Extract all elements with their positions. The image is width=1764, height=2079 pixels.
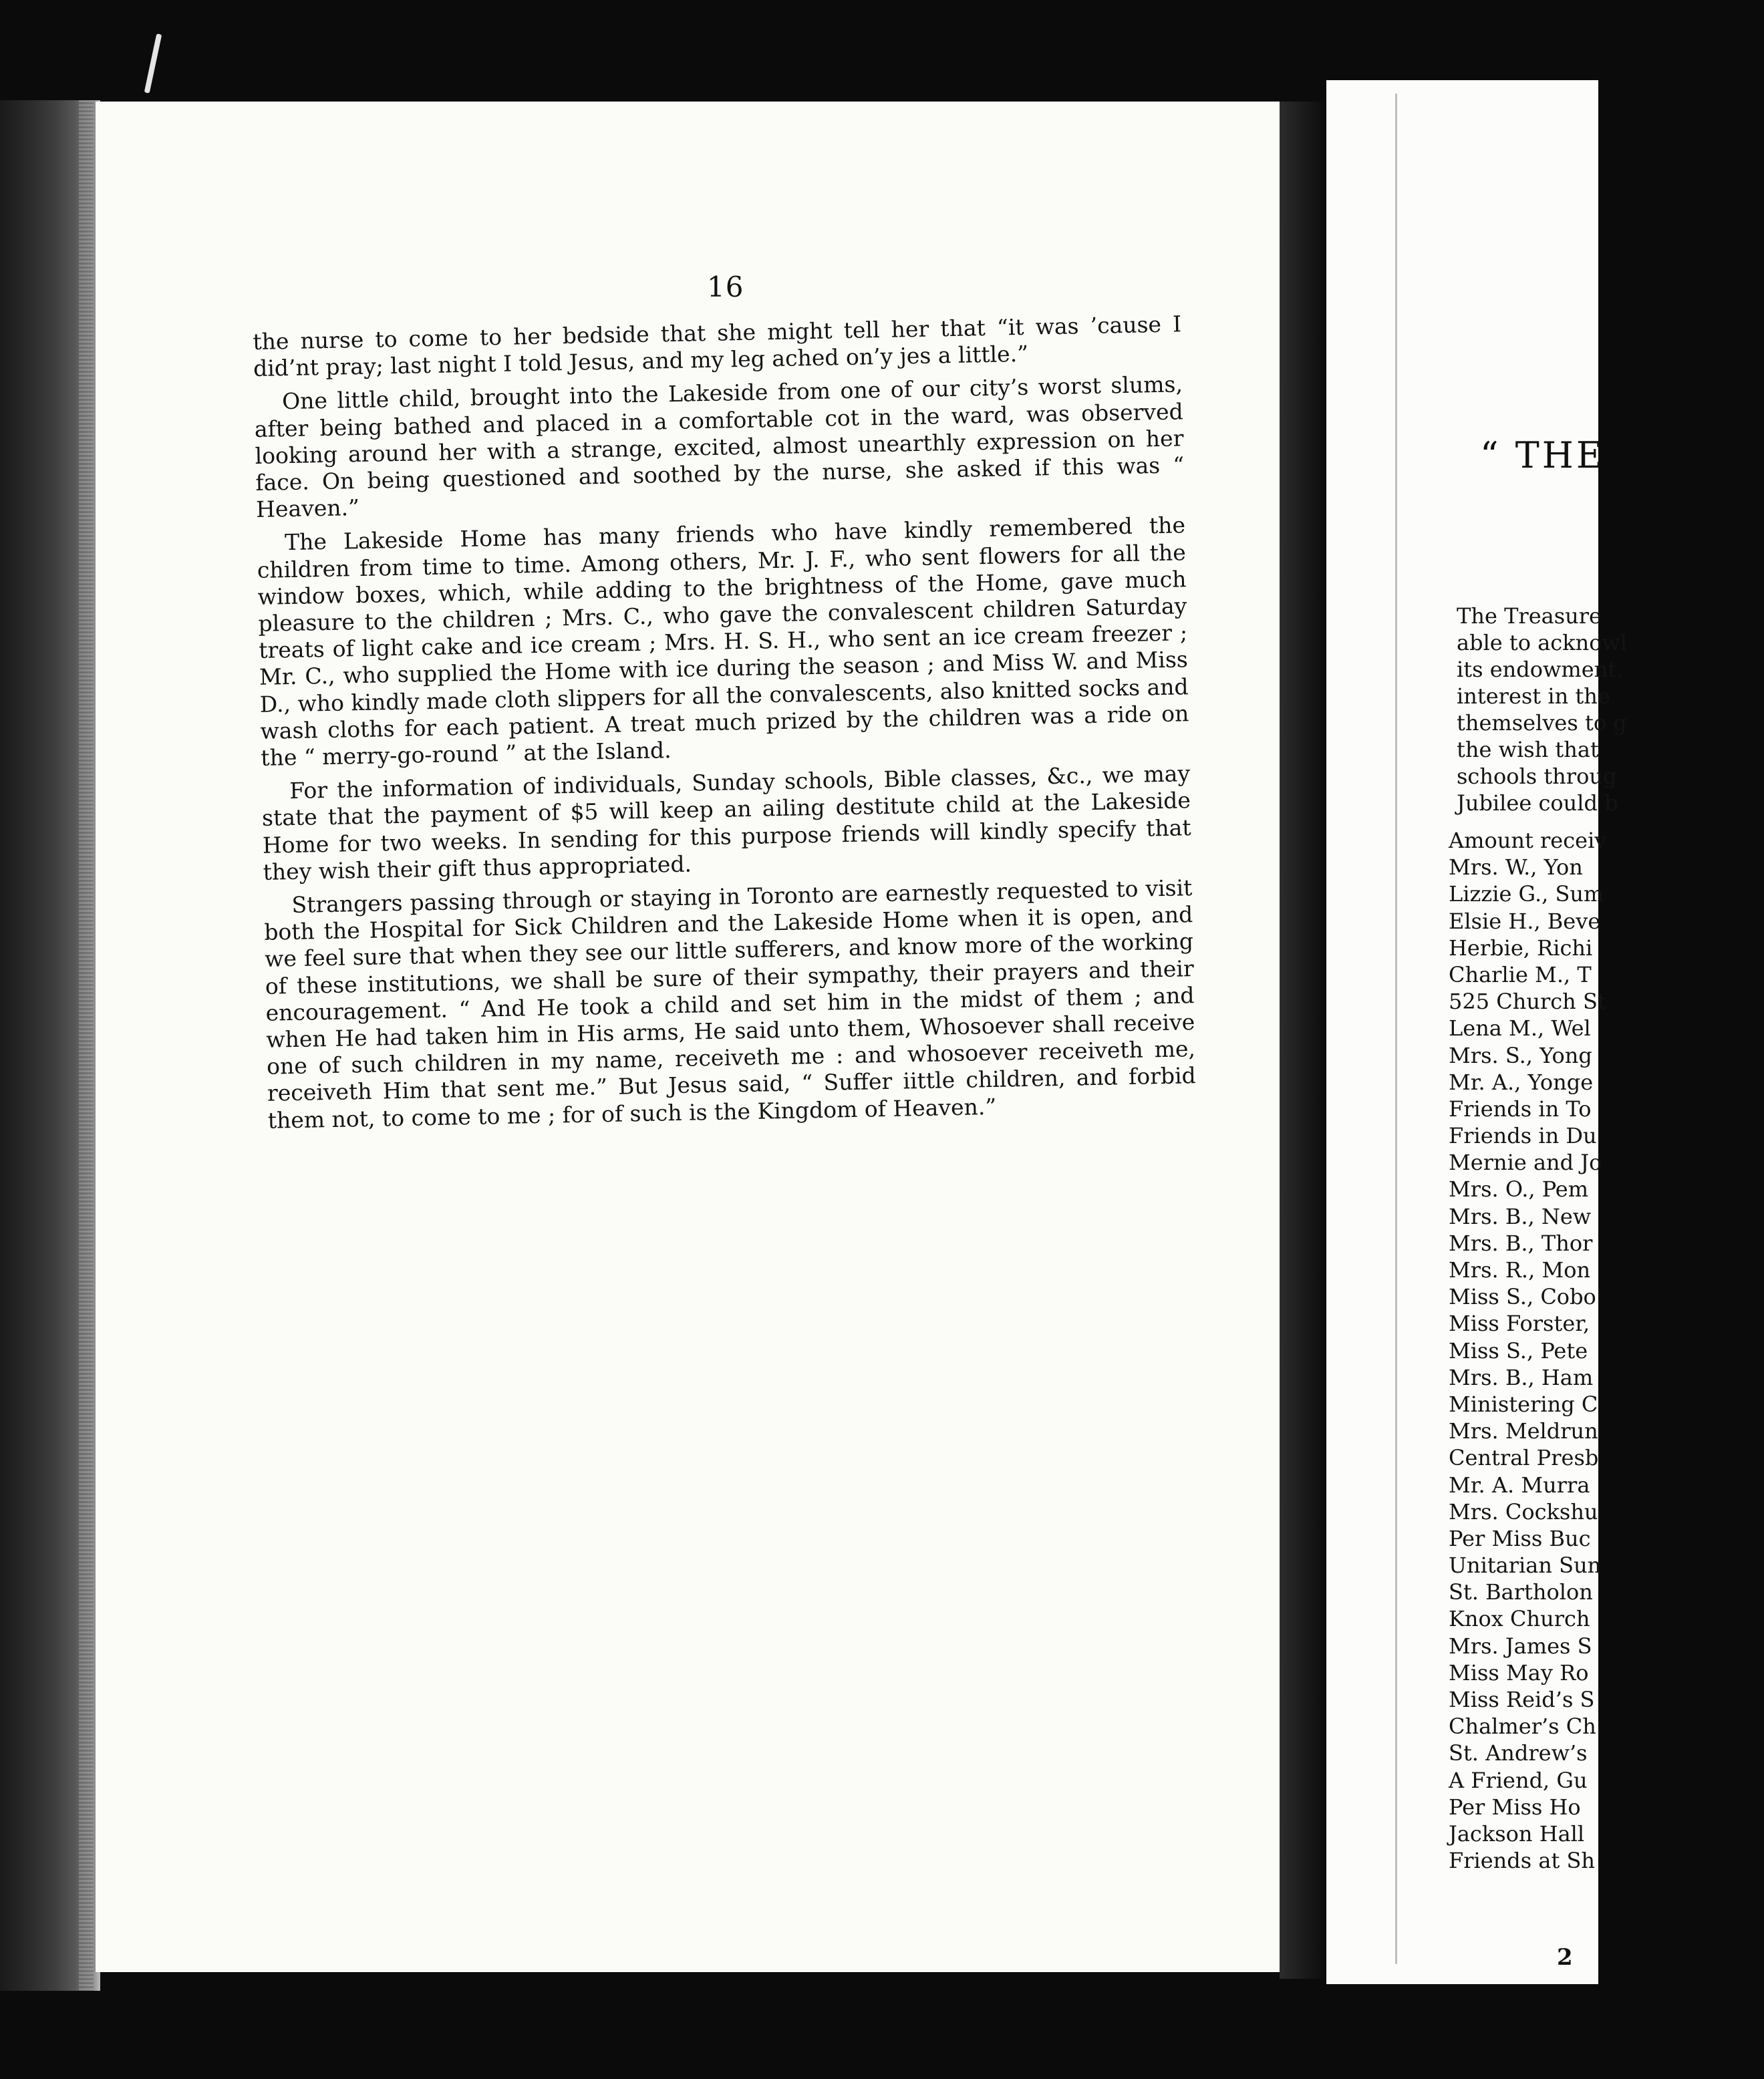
list-item: Unitarian Sun [1449,1553,1602,1579]
list-item: Mrs. B., Thor [1449,1230,1593,1256]
page-edges [79,100,94,1991]
list-item: Ministering C [1449,1391,1598,1417]
intro-line: the wish that [1457,737,1599,762]
list-item: Miss May Ro [1449,1659,1589,1686]
list-item: Mrs. O., Pem [1449,1176,1589,1203]
list-item: Mrs. R., Mon [1449,1257,1591,1283]
list-item: Mrs. Meldrun [1449,1418,1598,1444]
list-item: Per Miss Buc [1449,1525,1591,1551]
right-page-heading: “ THE [1480,434,1606,476]
intro-line: its endowment. [1457,657,1624,682]
donor-list [1449,827,1756,1874]
list-item: A Friend, Gu [1449,1767,1588,1793]
page-gutter-shadow [1280,102,1326,1979]
list-item: Herbie, Richi [1449,935,1593,961]
list-item: Central Presb [1449,1445,1599,1471]
list-item: Per Miss Ho [1449,1794,1581,1820]
paragraph: Strangers passing through or staying in Toronto are earnestly requested to visit both the Hospital for Sick Children and the Lakeside Home when it is open, and we feel sure that when they see our little sufferers, and know more of the working of these institutions, we shall be sure of their sympathy, their prayers and their encouragement. “ And He took a child and set him in the midst of them ; and when He had taken him in His arms, He said unto them, Whosoever shall receive one of such children in my name, receiveth me : and whosoever receiveth me, receiveth Him that sent me.” But Jesus said, “ Suffer iittle children, and forbid them not, to come to me ; for of such is the Kingdom of Heaven.” [263,874,1197,1134]
right-page-footer: 2 [1557,1944,1573,1971]
left-page-body [253,311,1197,1134]
right-page [1326,80,1628,1984]
intro-line: schools throug [1457,764,1617,789]
list-item: Elsie H., Beve [1449,908,1601,934]
list-item: St. Bartholon [1449,1579,1593,1605]
list-item: Miss Reid’s S [1449,1687,1595,1712]
list-item: Miss Forster, [1449,1311,1590,1337]
list-item: Jackson Hall [1449,1820,1585,1847]
list-item: Mrs. B., New [1449,1203,1592,1229]
list-item: Friends in Du [1449,1123,1597,1149]
intro-line: Jubilee could b [1457,790,1618,816]
list-item: Mr. A. Murra [1449,1472,1590,1498]
list-item: Mr. A., Yonge [1449,1069,1594,1095]
intro-line: themselves to g [1457,710,1627,736]
list-item: Friends in To [1449,1096,1592,1122]
list-item: Lizzie G., Sum [1449,881,1604,907]
list-item: Mernie and Jo [1449,1150,1602,1176]
intro-line: The Treasure [1457,603,1602,629]
list-item: St. Andrew’s [1449,1740,1588,1766]
list-item: Mrs. S., Yong [1449,1042,1592,1068]
intro-line: able to acknowl [1457,630,1628,655]
list-item: Friends at Sh [1449,1848,1595,1874]
list-item: Knox Church [1449,1606,1590,1632]
list-item: Mrs. W., Yon [1449,854,1583,881]
list-item: Charlie M., T [1449,961,1592,987]
intro-line: interest in the [1457,683,1610,709]
list-item: Chalmer’s Ch [1449,1714,1596,1740]
scan-mark [144,33,162,94]
paragraph: The Lakeside Home has many friends who have kindly remembered the children from time to time. Among others, Mr. J. F., who sent flowers for all the window boxes, which, while adding to the brightness of the Home, gave much pleasure to the children ; Mrs. C., who gave the convalescent children Saturday treats of light cake and ice cream ; Mrs. H. S. H., who sent an ice cream freezer ; Mr. C., who supplied the Home with ice during the season ; and Miss W. and Miss D., who kindly made cloth slippers for all the convalescents, also knitted socks and wash cloths for each patient. A treat much prized by the children was a ride on the “ merry-go-round ” at the Island. [257,512,1189,771]
list-item: 525 Church St [1449,989,1606,1015]
list-item: Mrs. James S [1449,1633,1592,1659]
list-item: Mrs. Cockshu [1449,1498,1598,1525]
page-number: 16 [707,271,744,303]
paragraph: For the information of individuals, Sunday schools, Bible classes, &c., we may state that the payment of $5 will keep an ailing destitute child at the Lakeside Home for two weeks. In sending for this purpose friends will kindly specify that they wish their gift thus appropriated. [261,760,1191,885]
paragraph: One little child, brought into the Lakeside from one of our city’s worst slums, after being bathed and placed in a comfortable cot in the ward, was observed looking around her with a strange, excited, almost unearthly expression on her face. On being questioned and soothed by the nurse, she asked if this was “ Heaven.” [254,371,1185,523]
list-item: Mrs. B., Ham [1449,1364,1594,1390]
right-page-intro [1457,603,1764,816]
list-item: Amount receiv [1449,828,1607,853]
page-gutter-line [1395,94,1397,1964]
list-item: Miss S., Cobo [1449,1284,1596,1310]
list-item: Miss S., Pete [1449,1337,1588,1364]
paragraph: the nurse to come to her bedside that she might tell her that “it was ’cause I did’nt pray; last night I told Jesus, and my leg ached on’y jes a little.” [253,311,1182,382]
list-item: Lena M., Wel [1449,1015,1591,1042]
